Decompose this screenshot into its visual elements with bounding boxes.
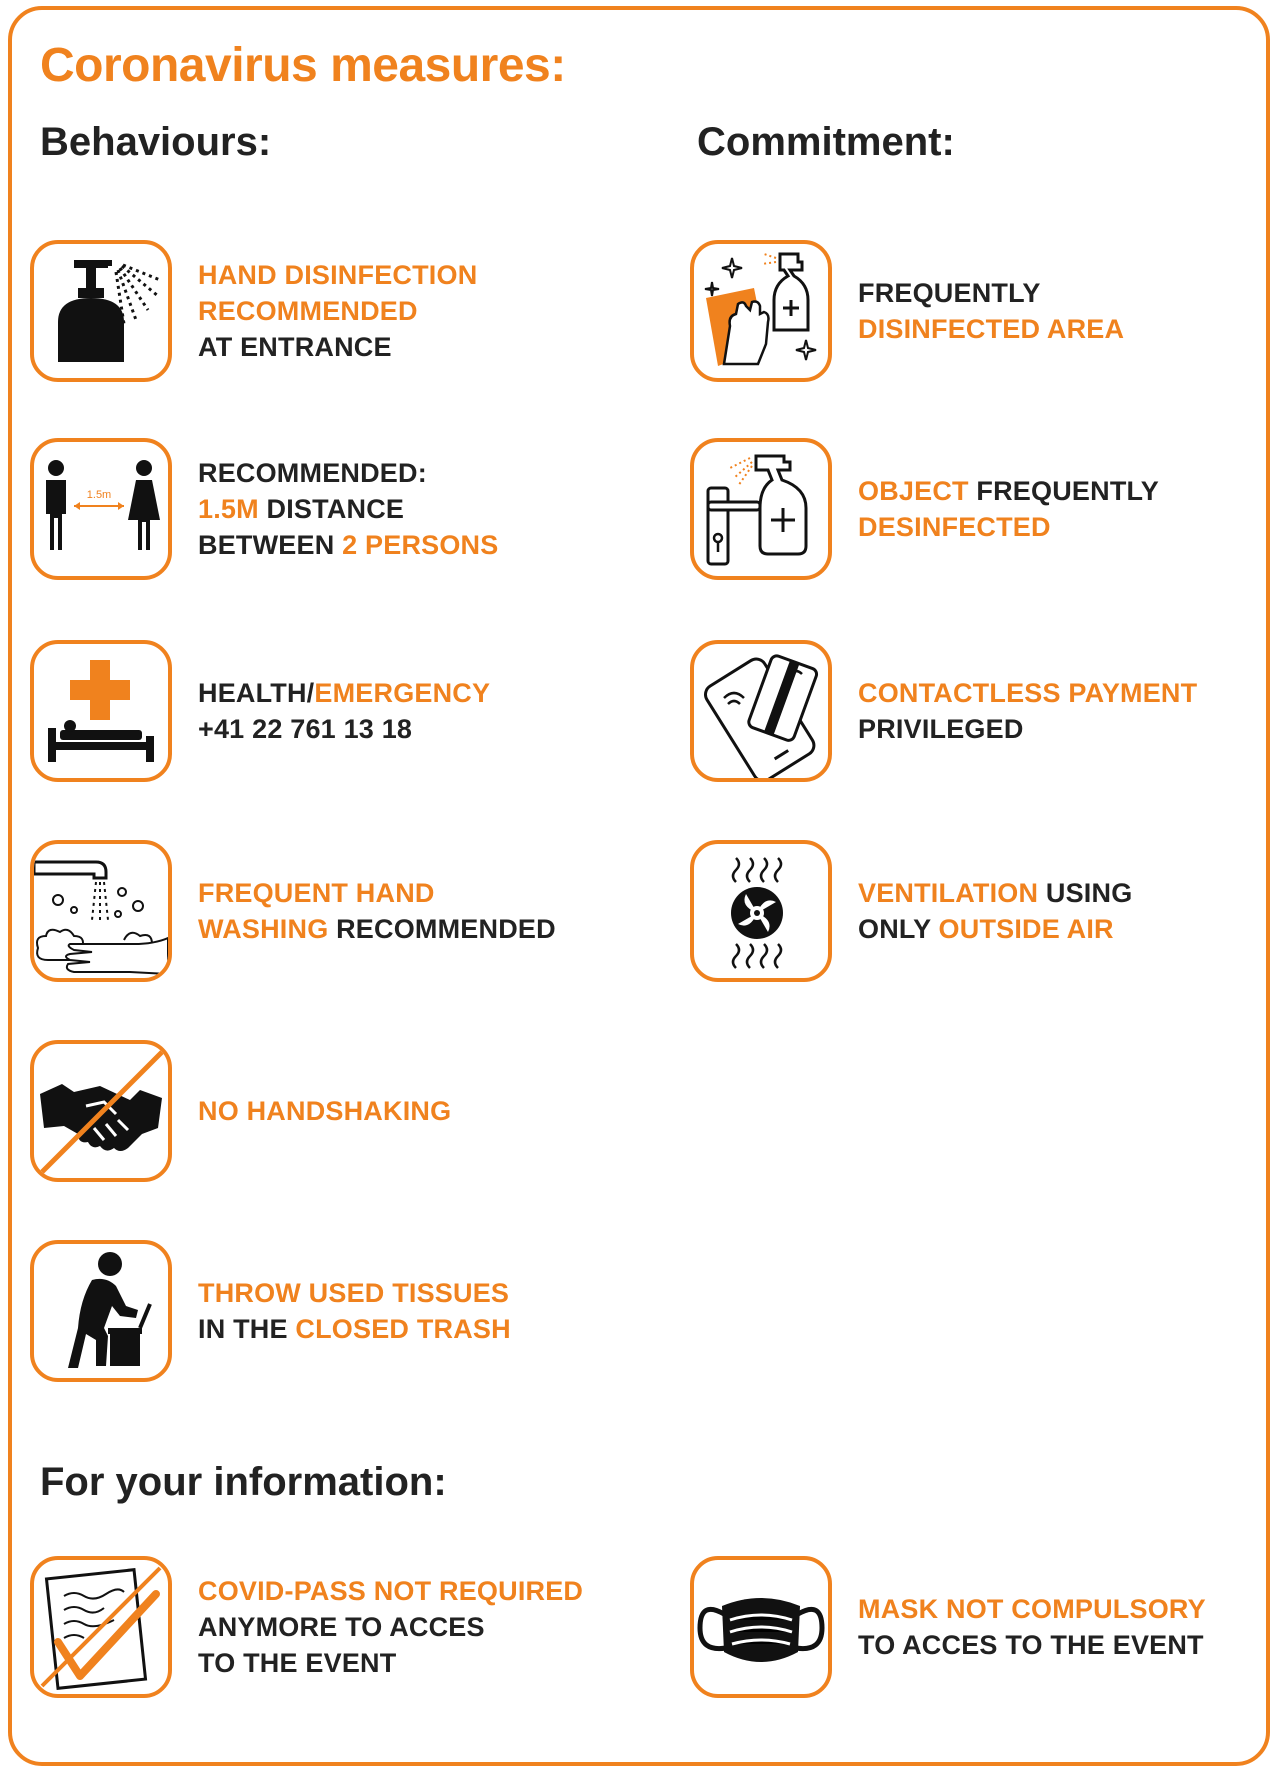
text-segment: +41 22 761 13 18: [198, 714, 413, 744]
text-line: [198, 711, 490, 747]
text-line: [858, 1627, 1206, 1663]
text-line: [198, 1275, 511, 1311]
text-line: [858, 911, 1132, 947]
measure-text: [858, 240, 1124, 382]
text-segment: ONLY: [858, 914, 939, 944]
measure-text: [198, 438, 498, 580]
measure-hand-disinfection: [30, 240, 650, 386]
hand-washing-icon: [30, 840, 172, 982]
text-line: [198, 527, 498, 563]
page-title: Coronavirus measures:: [40, 39, 566, 92]
commitment-ventilation: [690, 840, 1280, 986]
text-segment: PRIVILEGED: [858, 714, 1024, 744]
commitment-contactless: [690, 640, 1280, 786]
face-mask-icon: [690, 1556, 832, 1698]
text-segment: TO THE EVENT: [198, 1648, 397, 1678]
text-segment: FREQUENTLY: [858, 278, 1041, 308]
text-segment: TO ACCES TO THE EVENT: [858, 1630, 1204, 1660]
text-segment: CLOSED TRASH: [295, 1314, 511, 1344]
text-segment: ANYMORE TO ACCES: [198, 1612, 485, 1642]
measure-text: [858, 840, 1132, 982]
measure-text: [858, 438, 1159, 580]
text-line: [198, 1609, 583, 1645]
text-line: [198, 293, 477, 329]
text-segment: VENTILATION: [858, 878, 1039, 908]
text-segment: IN THE: [198, 1314, 296, 1344]
measure-hand-washing: [30, 840, 650, 986]
trash-bin-icon: [30, 1240, 172, 1382]
behaviours-heading: Behaviours:: [40, 120, 272, 164]
information-heading: For your information:: [40, 1460, 447, 1504]
commitment-object-disinfected: [690, 438, 1280, 584]
medical-bed-icon: [30, 640, 172, 782]
text-segment: RECOMMENDED:: [198, 458, 427, 488]
text-segment: AT ENTRANCE: [198, 332, 392, 362]
contactless-payment-icon: [690, 640, 832, 782]
measure-distance: [30, 438, 650, 584]
text-segment: CONTACTLESS PAYMENT: [858, 678, 1198, 708]
measure-trash: [30, 1240, 650, 1386]
text-segment: HEALTH/: [198, 678, 315, 708]
text-segment: RECOMMENDED: [198, 296, 418, 326]
text-line: [858, 875, 1132, 911]
measure-health-emergency: [30, 640, 650, 786]
cleaning-spray-icon: [690, 240, 832, 382]
text-line: [858, 711, 1197, 747]
text-segment: RECOMMENDED: [328, 914, 556, 944]
text-line: [198, 1645, 583, 1681]
measure-no-handshaking: [30, 1040, 650, 1186]
info-mask: [690, 1556, 1280, 1702]
door-handle-spray-icon: [690, 438, 832, 580]
text-segment: 1.5M: [198, 494, 259, 524]
text-line: [858, 311, 1124, 347]
text-segment: DESINFECTED: [858, 512, 1051, 542]
distance-label: 1.5m: [86, 489, 112, 501]
text-segment: COVID-PASS NOT REQUIRED: [198, 1576, 584, 1606]
commitment-heading: Commitment:: [697, 120, 955, 164]
measure-text: [198, 1040, 451, 1182]
measure-text: [198, 640, 490, 782]
text-segment: OUTSIDE AIR: [938, 914, 1114, 944]
text-line: [198, 329, 477, 365]
text-line: [198, 257, 477, 293]
text-line: [858, 473, 1159, 509]
text-segment: DISTANCE: [258, 494, 405, 524]
text-line: [198, 1093, 451, 1129]
measure-text: [198, 840, 556, 982]
text-line: [858, 1591, 1206, 1627]
text-segment: MASK NOT COMPULSORY: [858, 1594, 1206, 1624]
measure-text: [858, 1556, 1206, 1698]
text-line: [858, 275, 1124, 311]
text-segment: FREQUENTLY: [968, 476, 1159, 506]
text-line: [198, 1311, 511, 1347]
commitment-disinfected-area: [690, 240, 1280, 386]
text-segment: THROW USED TISSUES: [198, 1278, 510, 1308]
text-segment: BETWEEN: [198, 530, 343, 560]
no-handshake-icon: [30, 1040, 172, 1182]
social-distance-icon: [30, 438, 172, 580]
measure-text: [198, 240, 477, 382]
text-line: [858, 509, 1159, 545]
text-line: [198, 911, 556, 947]
text-segment: DISINFECTED AREA: [858, 314, 1125, 344]
text-segment: FREQUENT HAND: [198, 878, 435, 908]
hand-sanitizer-icon: [30, 240, 172, 382]
text-line: [198, 455, 498, 491]
text-segment: HAND DISINFECTION: [198, 260, 478, 290]
text-segment: OBJECT: [858, 476, 969, 506]
text-line: [858, 675, 1197, 711]
text-segment: NO HANDSHAKING: [198, 1096, 452, 1126]
text-line: [198, 1573, 583, 1609]
covid-pass-icon: [30, 1556, 172, 1698]
measure-text: [198, 1240, 511, 1382]
info-covid-pass: [30, 1556, 650, 1702]
ventilation-fan-icon: [690, 840, 832, 982]
text-line: [198, 491, 498, 527]
text-segment: WASHING: [198, 914, 329, 944]
text-line: [198, 675, 490, 711]
text-line: [198, 875, 556, 911]
text-segment: 2 PERSONS: [342, 530, 499, 560]
measure-text: [858, 640, 1197, 782]
text-segment: USING: [1038, 878, 1133, 908]
text-segment: EMERGENCY: [314, 678, 491, 708]
measure-text: [198, 1556, 583, 1698]
